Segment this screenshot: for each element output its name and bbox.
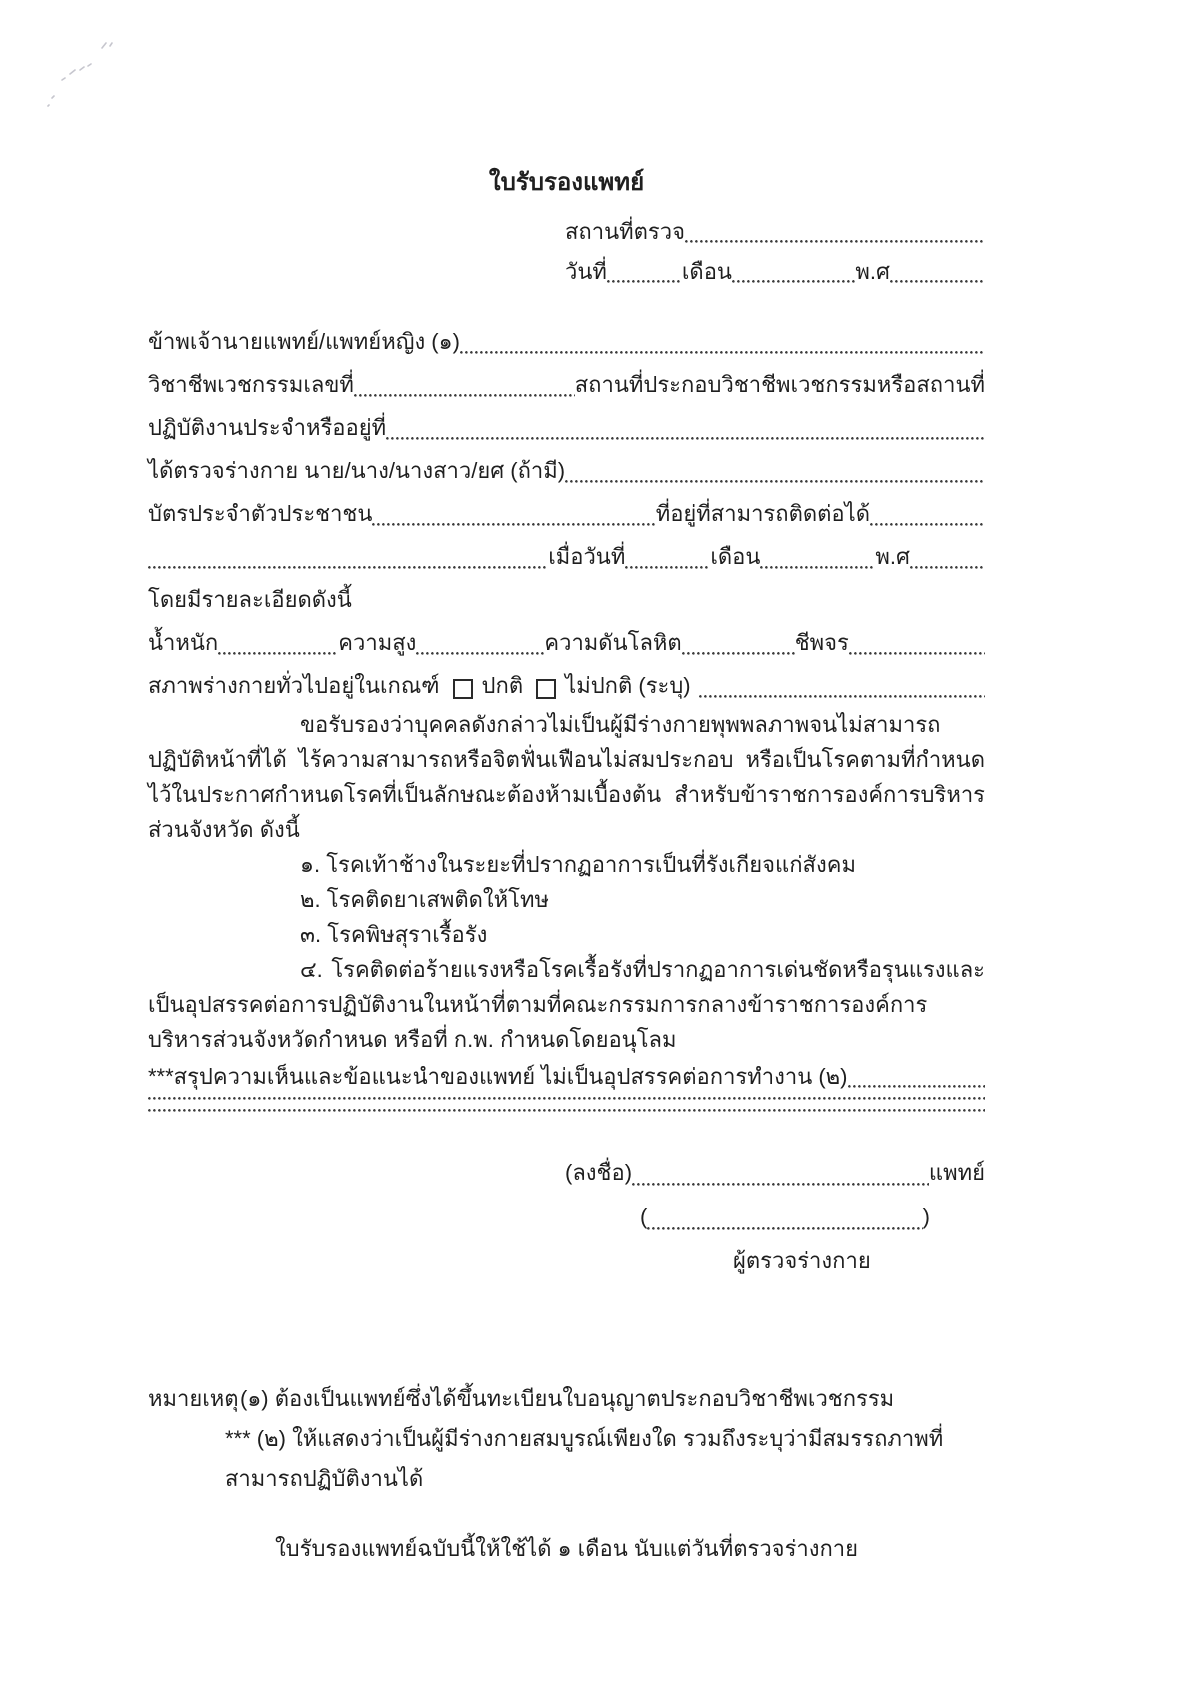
on-month-label: เดือน (710, 544, 761, 569)
on-date-field (625, 566, 710, 569)
exam-date-label: วันที่ (565, 259, 607, 284)
exam-date-row (565, 252, 985, 292)
disease-item-4: ๔. โรคติดต่อร้ายแรงหรือโรคเรื้อรังที่ปรากฏอาการเด่นชัดหรือรุนแรงและเป็นอุปสรรคต่อการปฏิบัติงานในหน้าที่ตามที่คณะกรรมการกลางข้าราชการองค์การบริหารส่วนจังหวัดกำหนด หรือที่ ก.พ. กำหนดโดยอนุโลม (148, 957, 985, 1052)
on-month-field (760, 566, 875, 569)
exam-header (565, 212, 985, 292)
patient-name-label: ได้ตรวจร่างกาย นาย/นาง/นางสาว/ยศ (ถ้ามี) (148, 458, 566, 483)
signature-field (632, 1183, 929, 1186)
details-heading: โดยมีรายละเอียดดังนี้ (148, 587, 352, 612)
weight-label: น้ำหนัก (148, 630, 219, 655)
paren-open: ( (640, 1204, 648, 1229)
summary-field-line-2 (148, 1097, 985, 1109)
notes-block (148, 1379, 985, 1569)
note-2-text: *** (๒) ให้แสดงว่าเป็นผู้มีร่างกายสมบูรณ์เพียงใด รวมถึงระบุว่ามีสมรรถภาพที่สามารถปฏิบัติงานได้ (225, 1426, 944, 1491)
exam-year-field (890, 280, 985, 283)
sign-label: (ลงชื่อ) (565, 1160, 633, 1185)
summary-field-dots-2 (148, 1097, 985, 1100)
certification-block (148, 707, 985, 1057)
pulse-field (849, 652, 985, 655)
validity-statement: ใบรับรองแพทย์ฉบับนี้ให้ใช้ได้ ๑ เดือน นับแต่วันที่ตรวจร่างกาย (274, 1536, 859, 1561)
vitals-row (148, 621, 985, 664)
license-number-label: วิชาชีพเวชกรรมเลขที่ (148, 372, 354, 397)
details-block (148, 578, 985, 707)
practice-place-label: สถานที่ประกอบวิชาชีพเวชกรรมหรือสถานที่ (574, 372, 985, 397)
doctor-title-label: แพทย์ (928, 1160, 985, 1185)
pencil-smudge (40, 36, 130, 111)
on-date-label: เมื่อวันที่ (548, 544, 626, 569)
id-card-label: บัตรประจำตัวประชาชน (148, 501, 373, 526)
license-number-field (354, 394, 575, 397)
contact-address-field (870, 523, 985, 526)
exam-place-field (685, 240, 985, 243)
work-address-label: ปฏิบัติงานประจำหรืออยู่ที่ (148, 415, 387, 440)
general-condition-label: สภาพร่างกายทั่วไปอยู่ในเกณฑ์ (148, 673, 440, 698)
notes-heading: หมายเหตุ (148, 1386, 239, 1411)
blood-pressure-field (682, 652, 795, 655)
examiner-label: ผู้ตรวจร่างกาย (733, 1248, 871, 1273)
license-number-row (148, 363, 985, 406)
height-label: ความสูง (338, 630, 417, 655)
signature-name-field (647, 1227, 922, 1230)
abnormal-checkbox (536, 679, 556, 699)
note-1-row (148, 1379, 985, 1419)
on-era-label: พ.ศ (875, 544, 910, 569)
general-condition-row (148, 664, 985, 707)
summary-field (848, 1085, 985, 1088)
signature-name-row (640, 1195, 930, 1239)
work-address-row (148, 406, 985, 449)
normal-checkbox (453, 679, 473, 699)
patient-name-row (148, 449, 985, 492)
doctor-name-row (148, 320, 985, 363)
summary-block (148, 1057, 985, 1121)
blood-pressure-label: ความดันโลหิต (544, 630, 682, 655)
summary-label: ***สรุปความเห็นและข้อแนะนำของแพทย์ ไม่เป็นอุปสรรคต่อการทำงาน (๒) (148, 1064, 848, 1089)
summary-field-dots-3 (148, 1109, 985, 1112)
contact-address-field-cont (148, 566, 548, 569)
signature-block (148, 1151, 985, 1283)
doctor-name-field (460, 351, 985, 354)
note-1-text: (๑) ต้องเป็นแพทย์ซึ่งได้ขึ้นทะเบียนใบอนุญาตประกอบวิชาชีพเวชกรรม (240, 1386, 895, 1411)
exam-place-label: สถานที่ตรวจ (565, 219, 685, 244)
summary-row (148, 1057, 985, 1097)
page-title: ใบรับรองแพทย์ (488, 169, 645, 196)
exam-on-date-row (148, 535, 985, 578)
summary-field-line-3 (148, 1109, 985, 1121)
on-year-field (910, 566, 985, 569)
doctor-name-label: ข้าพเจ้านายแพทย์/แพทย์หญิง (๑) (148, 329, 460, 354)
exam-date-field (607, 280, 682, 283)
paren-close: ) (922, 1204, 930, 1229)
disease-item-1: ๑. โรคเท้าช้างในระยะที่ปรากฏอาการเป็นที่รังเกียจแก่สังคม (300, 852, 856, 877)
contact-address-label: ที่อยู่ที่สามารถติดต่อได้ (655, 501, 870, 526)
exam-place-row (565, 212, 985, 252)
id-card-field (372, 523, 655, 526)
abnormal-label: ไม่ปกติ (ระบุ) (565, 673, 691, 698)
work-address-field (386, 437, 985, 440)
exam-era-label: พ.ศ (855, 259, 890, 284)
exam-month-label: เดือน (681, 259, 732, 284)
weight-field (218, 652, 338, 655)
certification-paragraph: ขอรับรองว่าบุคคลดังกล่าวไม่เป็นผู้มีร่างกายพุพพลภาพจนไม่สามารถปฏิบัติหน้าที่ได้ ไร้ความสามารถหรือจิตฟั่นเฟือนไม่สมประกอบ หรือเป็นโรคตามที่กำหนดไว้ในประกาศกำหนดโรคที่เป็นลักษณะต้องห้ามเบื้องต้น สำหรับข้าราชการองค์การบริหารส่วนจังหวัด ดังนี้ (148, 712, 985, 842)
disease-item-3: ๓. โรคพิษสุราเรื้อรัง (300, 922, 488, 947)
details-heading-row (148, 578, 985, 621)
exam-month-field (732, 280, 855, 283)
normal-label: ปกติ (481, 673, 524, 698)
height-field (416, 652, 544, 655)
disease-item-2: ๒. โรคติดยาเสพติดให้โทษ (300, 887, 549, 912)
abnormal-specify-field (699, 695, 985, 698)
signature-row (565, 1151, 985, 1195)
pulse-label: ชีพจร (794, 630, 849, 655)
identification-block (148, 320, 985, 578)
patient-name-field (565, 480, 985, 483)
id-card-row (148, 492, 985, 535)
